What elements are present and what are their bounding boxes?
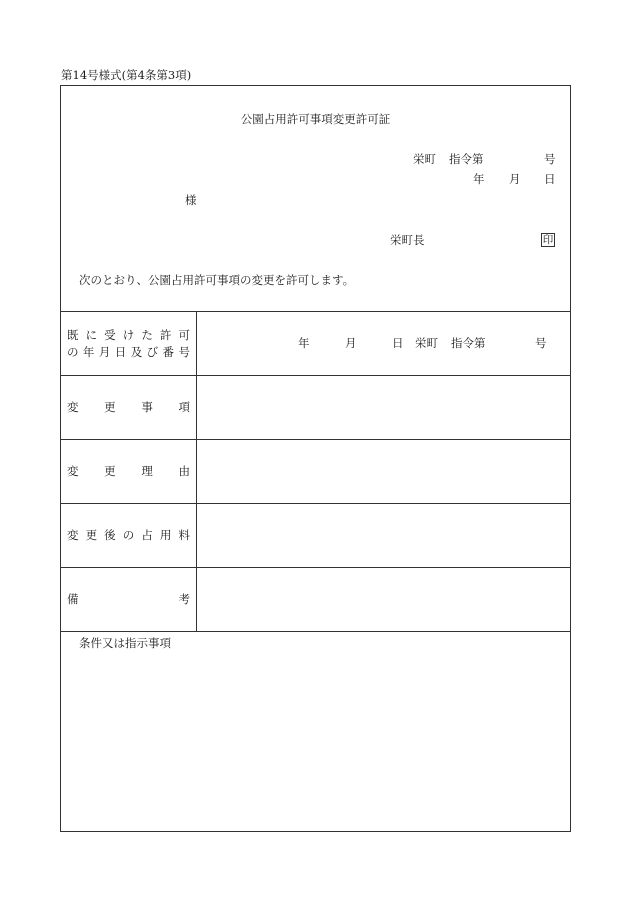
- label-char: 更: [104, 464, 116, 478]
- label-char: 由: [178, 464, 190, 478]
- row-divider: [61, 503, 570, 504]
- label-char: 番: [162, 345, 175, 359]
- label-char: 更: [85, 528, 98, 542]
- issue-date-day: 日: [544, 172, 556, 186]
- issue-date-year: 年: [473, 172, 485, 186]
- table-top-border: [61, 311, 570, 312]
- designation-label: 指令第: [449, 152, 484, 166]
- label-char: 考: [178, 592, 190, 606]
- row-label-fee-after-change: [67, 530, 190, 542]
- label-char: 月: [98, 345, 111, 359]
- row-label-previous-permit-line1: [67, 330, 190, 342]
- label-char: 変: [67, 464, 79, 478]
- label-char: 項: [178, 400, 190, 414]
- label-char: 更: [104, 400, 116, 414]
- row-label-change-items: [67, 402, 190, 414]
- label-char: 変: [67, 528, 79, 542]
- label-char: 年: [82, 345, 95, 359]
- previous-permit-number-suffix: 号: [535, 336, 547, 350]
- row-divider: [61, 439, 570, 440]
- row-label-remarks: [67, 594, 190, 606]
- addressee-suffix: 様: [185, 193, 197, 207]
- label-char: 日: [114, 345, 127, 359]
- previous-permit-month: 月: [345, 336, 357, 350]
- label-char: 及: [130, 345, 143, 359]
- form-title: 公園占用許可事項変更許可証: [240, 112, 391, 126]
- label-char: 号: [178, 345, 190, 359]
- spread-label: [67, 594, 190, 606]
- designation-town: 栄町: [413, 152, 436, 166]
- previous-permit-year: 年: [298, 336, 310, 350]
- table-bottom-border: [61, 631, 570, 632]
- spread-label: [67, 530, 190, 542]
- previous-permit-designation: 指令第: [451, 336, 486, 350]
- label-char: 許: [159, 328, 172, 342]
- column-divider: [196, 311, 197, 631]
- label-char: 受: [104, 328, 116, 342]
- row-label-change-reason: [67, 466, 190, 478]
- label-char: 料: [178, 528, 190, 542]
- seal-mark: 印: [542, 234, 554, 246]
- permit-form: [60, 85, 571, 832]
- permit-statement: 次のとおり、公園占用許可事項の変更を許可します。: [79, 273, 355, 287]
- issuer-mayor: 栄町長: [390, 233, 425, 247]
- label-char: 備: [67, 592, 79, 606]
- spread-label: [67, 466, 190, 478]
- form-number: 第14号様式(第4条第3項): [61, 68, 192, 82]
- spread-label: [67, 402, 190, 414]
- label-char: の: [122, 528, 135, 542]
- label-char: 用: [159, 528, 172, 542]
- label-char: 後: [104, 528, 116, 542]
- issue-date-month: 月: [509, 172, 521, 186]
- label-char: 理: [141, 464, 153, 478]
- label-char: け: [122, 328, 135, 342]
- label-char: 占: [141, 528, 153, 542]
- label-char: 可: [178, 328, 190, 342]
- label-char: 事: [141, 400, 153, 414]
- row-label-previous-permit-line2: [67, 347, 190, 359]
- label-char: に: [85, 328, 98, 342]
- row-divider: [61, 567, 570, 568]
- designation-number-suffix: 号: [544, 152, 556, 166]
- label-char: 変: [67, 400, 79, 414]
- label-char: の: [67, 345, 79, 359]
- previous-permit-town: 栄町: [415, 336, 438, 350]
- label-char: た: [141, 328, 153, 342]
- conditions-label: 条件又は指示事項: [79, 636, 171, 650]
- label-char: び: [146, 345, 159, 359]
- label-char: 既: [67, 328, 79, 342]
- previous-permit-day: 日: [392, 336, 404, 350]
- row-divider: [61, 375, 570, 376]
